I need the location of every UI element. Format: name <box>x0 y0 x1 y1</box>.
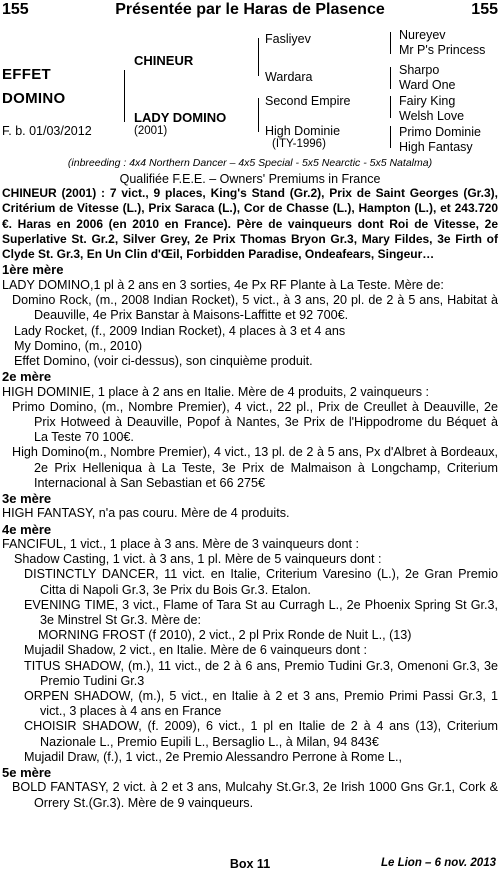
sire-dam-dam: Ward One <box>399 78 456 92</box>
sire-sire-sire: Nureyev <box>399 28 446 42</box>
dam-name: LADY DOMINO <box>134 110 227 125</box>
section-title-5th-dam: 5e mère <box>2 765 52 780</box>
sire-name: CHINEUR <box>134 53 194 68</box>
dam-dam-dam: High Fantasy <box>399 140 473 154</box>
dam-sire-dam: Welsh Love <box>399 109 465 123</box>
dam-dam-sire: Primo Dominie <box>399 125 481 139</box>
dam-dam-year: (ITY-1996) <box>272 138 326 150</box>
produce-item: My Domino, (m., 2010) <box>14 338 143 353</box>
produce-item: Primo Domino, (m., Nombre Premier), 4 vict., 22 pl., Prix de Creullet à Deauville, 2e Prix Hotweed à Deauville, Popof à Nantes, 3e Prix de l'Hippodrome du Béquet à La Teste 70 100€. <box>12 399 498 445</box>
section-title-2nd-dam: 2e mère <box>2 369 52 385</box>
dam-sire-sire: Fairy King <box>399 94 456 108</box>
first-dam-text: LADY DOMINO,1 pl à 2 ans en 3 sorties, 4e Px RF Plante à La Teste. Mère de: <box>2 277 444 292</box>
dam-year: (2001) <box>134 125 168 137</box>
produce-item: Mujadil Draw, (f.), 1 vict., 2e Premio Alessandro Perrone à Rome L., <box>24 749 402 764</box>
produce-item: Domino Rock, (m., 2008 Indian Rocket), 5 vict., à 3 ans, 20 pl. de 2 à 5 ans, Habitat à Deauville, 4e Prix Banstar à Maisons-Laffitte et 92 700€. <box>12 293 498 323</box>
horse-name-line2: DOMINO <box>2 90 66 107</box>
bracket-line <box>390 32 391 54</box>
horse-name-line1: EFFET <box>2 66 51 83</box>
page-number-left: 155 <box>2 1 29 18</box>
produce-item: High Domino(m., Nombre Premier), 4 vict., 13 pl. de 2 à 5 ans, Px d'Albret à Bordeaux, 2e Prix Helleniqua à La Teste, 3e Prix de Malmaison à Longchamp, Criterium Internacional à San Sebastian et 66 275€ <box>12 445 498 490</box>
bracket-line <box>124 70 125 122</box>
page-header <box>0 0 500 22</box>
produce-item: ORPEN SHADOW, (m.), 5 vict., en Italie à 2 et 3 ans, Premio Primi Passi Gr.3, 1 vict., 3 places à 4 ans en France <box>24 688 498 719</box>
qualification-note: Qualifiée F.E.E. – Owners' Premiums in France <box>119 172 381 186</box>
produce-item: Lady Rocket, (f., 2009 Indian Rocket), 4 places à 3 et 4 ans <box>14 323 346 338</box>
bracket-line <box>390 126 391 148</box>
produce-item: Effet Domino, (voir ci-dessus), son cinquième produit. <box>14 353 313 368</box>
sire-sire: Fasliyev <box>265 32 311 46</box>
sire-dam-sire: Sharpo <box>399 63 440 77</box>
second-dam-text: HIGH DOMINIE, 1 place à 2 ans en Italie. Mère de 4 produits, 2 vainqueurs : <box>2 384 429 399</box>
dam-sire: Second Empire <box>265 94 351 108</box>
sire-description: CHINEUR (2001) : 7 vict., 9 places, King's Stand (Gr.2), Prix de Saint Georges (Gr.3), Critérium de Vitesse (L.), Prix Saraca (L.), Cor de Chasse (L.), Hampton (L.), et 243.720 €. Haras en 2006 (en 2010 en France). Père de vainqueurs dont Roi de Vitesse, 2e Superlative St. Gr.2, Silver Grey, 2e Prix Thomas Bryon Gr.3, Mary Fildes, 3e Firth of Clyde St. Gr.3, En Un Clin d'Œil, Forbidden Paradise, Ondeafears, Singeur… <box>2 186 498 262</box>
horse-info: F. b. 01/03/2012 <box>2 124 92 138</box>
bracket-line <box>258 38 259 76</box>
produce-item: CHOISIR SHADOW, (f. 2009), 6 vict., 1 pl en Italie de 2 à 4 ans (13), Criterium Nazionale L., Premio Eupili L., Bersaglio L., à Milan, 94 843€ <box>24 719 498 749</box>
pedigree-chart <box>0 26 500 154</box>
produce-item: Mujadil Shadow, 2 vict., en Italie. Mère de 6 vainqueurs dont : <box>24 643 368 658</box>
box-number: Box 11 <box>229 857 271 871</box>
section-title-4th-dam: 4e mère <box>2 521 52 537</box>
produce-item: TITUS SHADOW, (m.), 11 vict., de 2 à 6 ans, Premio Tudini Gr.3, Omenoni Gr.3, 3e Premio Tudini Gr.3 <box>24 658 498 688</box>
dam-dam: High Dominie <box>265 124 341 138</box>
produce-item: DISTINCTLY DANCER, 11 vict. en Italie, Criterium Varesino (L.), 2e Gran Premio Citta di Napoli Gr.3, 3e Prix du Bois Gr.3. Etalon. <box>24 567 498 597</box>
section-title-1st-dam: 1ère mère <box>2 262 64 278</box>
page-footer <box>0 855 500 873</box>
publication-info: Le Lion – 6 nov. 2013 <box>380 857 496 869</box>
catalogue-body <box>2 186 498 811</box>
third-dam-text: HIGH FANTASY, n'a pas couru. Mère de 4 produits. <box>2 506 290 521</box>
bracket-line <box>390 96 391 118</box>
section-title-3rd-dam: 3e mère <box>2 490 52 506</box>
inbreeding-note: (inbreeding : 4x4 Northern Dancer – 4x5 Special - 5x5 Nearctic - 5x5 Natalma) <box>67 157 433 169</box>
produce-item: EVENING TIME, 3 vict., Flame of Tara St au Curragh L., 2e Phoenix Spring St Gr.3, 3e Minstrel St Gr.3. Mère de: <box>24 597 498 627</box>
fifth-dam-text: BOLD FANTASY, 2 vict. à 2 et 3 ans, Mulcahy St.Gr.3, 2e Irish 1000 Gns Gr.1, Cork & Orrery St.(Gr.3). Mère de 9 vainqueurs. <box>12 780 498 810</box>
bracket-line <box>390 67 391 89</box>
page-number-right: 155 <box>471 1 498 18</box>
page-title: Présentée par le Haras de Plasence <box>115 1 385 18</box>
fourth-dam-text: FANCIFUL, 1 vict., 1 place à 3 ans. Mère de 3 vainqueurs dont : <box>2 536 360 551</box>
produce-item: MORNING FROST (f 2010), 2 vict., 2 pl Prix Ronde de Nuit L., (13) <box>38 628 412 643</box>
produce-item: Shadow Casting, 1 vict. à 3 ans, 1 pl. Mère de 5 vainqueurs dont : <box>14 552 382 567</box>
sire-sire-dam: Mr P's Princess <box>399 43 486 57</box>
bracket-line <box>258 98 259 132</box>
sire-dam: Wardara <box>265 70 313 84</box>
